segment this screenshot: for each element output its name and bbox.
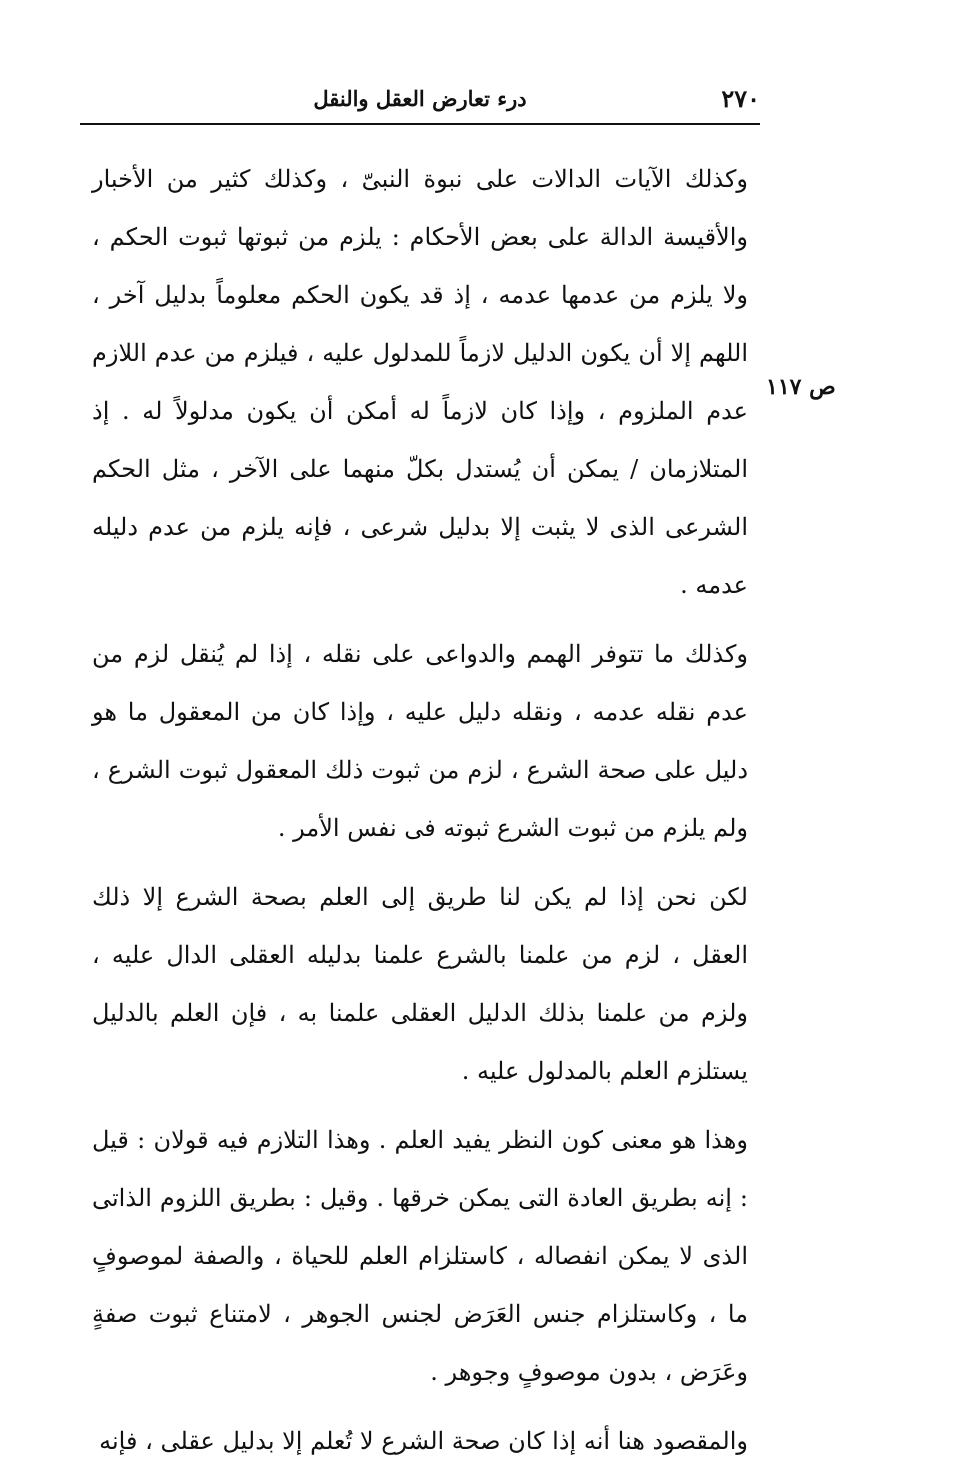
page-number: ٢٧٠ xyxy=(721,84,760,113)
running-title: درء تعارض العقل والنقل xyxy=(313,86,527,111)
paragraph-1: وكذلك الآيات الدالات على نبوة النبىّ ، وكذلك كثير من الأخبار والأقيسة الدالة على بعض الأحكام : يلزم من ثبوتها ثبوت الحكم ، ولا يلزم من عدمها عدمه ، إذ قد يكون الحكم معلوماً بدليل آخر ، اللهم إلا أن يكون الدليل لازماً للمدلول عليه ، فيلزم من عدم اللازم عدم الملزوم ، وإذا كان لازماً له أمكن أن يكون مدلولاً له . إذ المتلازمان / يمكن أن يُستدل بكلّ منهما على الآخر ، مثل الحكم الشرعى الذى لا يثبت إلا بدليل شرعى ، فإنه يلزم من عدم دليله عدمه . xyxy=(92,165,749,599)
paragraph-5: والمقصود هنا أنه إذا كان صحة الشرع لا تُعلم إلا بدليل عقلى ، فإنه xyxy=(99,1427,748,1455)
paragraph-4: وهذا هو معنى كون النظر يفيد العلم . وهذا التلازم فيه قولان : قيل : إنه بطريق العادة التى يمكن خرقها . وقيل : بطريق اللزوم الذاتى الذى لا يمكن انفصاله ، كاستلزام العلم للحياة ، والصفة لموصوفٍ ما ، وكاستلزام جنس العَرَض لجنس الجوهر ، لامتناع ثبوت صفةٍ وعَرَض ، بدون موصوفٍ وجوهر . xyxy=(92,1126,748,1386)
paragraph-3: لكن نحن إذا لم يكن لنا طريق إلى العلم بصحة الشرع إلا ذلك العقل ، لزم من علمنا بالشرع علمنا بدليله العقلى الدال عليه ، ولزم من علمنا بذلك الدليل العقلى علمنا به ، فإن العلم بالدليل يستلزم العلم بالمدلول عليه . xyxy=(92,883,748,1085)
body-text xyxy=(92,150,748,1481)
paragraph-2: وكذلك ما تتوفر الهمم والدواعى على نقله ، إذا لم يُنقل لزم من عدم نقله عدمه ، ونقله دليل عليه ، وإذا كان من المعقول ما هو دليل على صحة الشرع ، لزم من ثبوت ذلك المعقول ثبوت الشرع ، ولم يلزم من ثبوت الشرع ثبوته فى نفس الأمر . xyxy=(92,640,749,842)
margin-page-reference: ص ١١٧ xyxy=(766,374,836,400)
header-rule xyxy=(80,123,760,125)
page-header xyxy=(80,80,760,120)
